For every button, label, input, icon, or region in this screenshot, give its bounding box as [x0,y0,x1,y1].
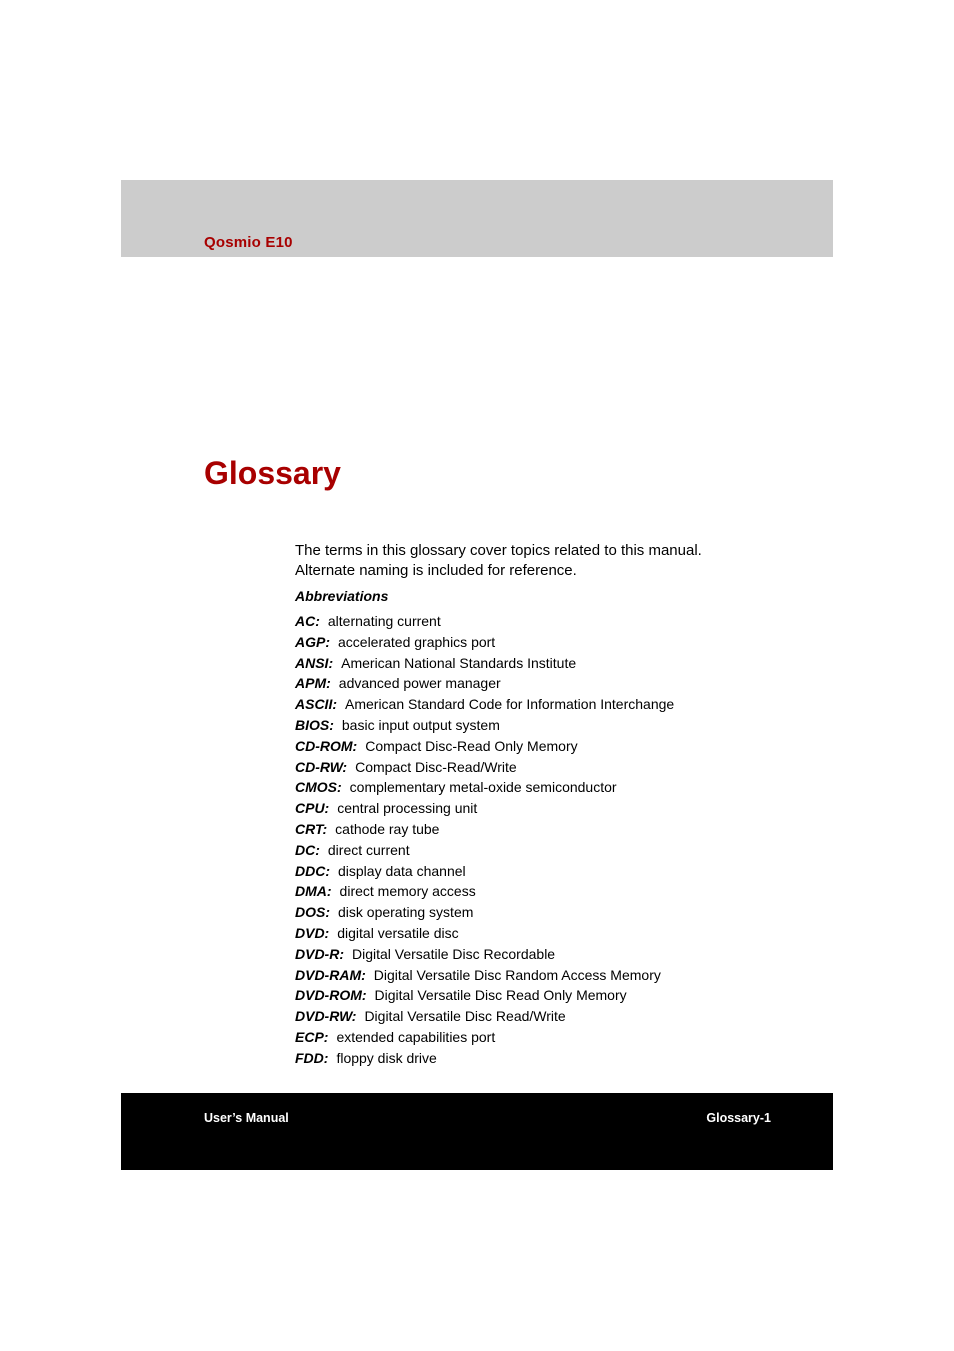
glossary-term: DDC: [295,862,330,879]
glossary-definition: advanced power manager [338,675,501,692]
glossary-entry [295,944,674,965]
glossary-definition: Digital Versatile Disc Random Access Memory [373,966,661,983]
glossary-definition: American Standard Code for Information Interchange [345,696,675,713]
glossary-term: DVD-ROM: [295,987,367,1004]
glossary-definition: basic input output system [341,716,500,733]
glossary-definition: Digital Versatile Disc Read/Write [364,1008,566,1025]
glossary-definition: cathode ray tube [335,820,440,837]
glossary-definition: Compact Disc-Read/Write [355,758,517,775]
glossary-term: ECP: [295,1028,329,1045]
glossary-definition: alternating current [327,613,441,629]
glossary-definition: disk operating system [338,904,474,921]
glossary-entry [295,694,674,715]
page-footer [121,1093,833,1170]
glossary-term: ASCII: [295,696,337,713]
glossary-term-list [295,611,674,1069]
glossary-term: CD-ROM: [295,737,358,754]
glossary-entry [295,840,674,861]
glossary-term: APM: [295,675,331,692]
glossary-entry [295,798,674,819]
glossary-term: CD-RW: [295,758,348,775]
glossary-definition: direct current [327,841,410,858]
glossary-term: DC: [295,841,320,858]
glossary-entry [295,632,674,653]
glossary-entry [295,1048,674,1069]
glossary-definition: Compact Disc-Read Only Memory [365,737,578,754]
page-header [121,180,833,257]
glossary-entry [295,819,674,840]
glossary-term: CRT: [295,820,328,837]
glossary-term: AC: [295,613,320,629]
glossary-entry [295,715,674,736]
glossary-definition: central processing unit [337,800,478,817]
glossary-term: CPU: [295,800,330,817]
glossary-term: AGP: [295,633,330,650]
glossary-definition: extended capabilities port [336,1028,496,1045]
glossary-definition: Digital Versatile Disc Read Only Memory [374,987,627,1004]
glossary-entry [295,1006,674,1027]
glossary-term: DVD-RW: [295,1008,357,1025]
glossary-entry [295,777,674,798]
glossary-definition: digital versatile disc [337,924,459,941]
glossary-entry [295,861,674,882]
glossary-term: DVD-R: [295,945,344,962]
glossary-entry [295,673,674,694]
glossary-term: DVD: [295,924,330,941]
intro-paragraph [295,541,775,580]
glossary-entry [295,985,674,1006]
glossary-definition: Digital Versatile Disc Recordable [352,945,556,962]
glossary-term: DOS: [295,904,330,921]
glossary-entry [295,736,674,757]
glossary-entry [295,611,674,632]
glossary-definition: direct memory access [339,883,476,900]
page-title: Glossary [204,455,341,491]
glossary-entry [295,653,674,674]
glossary-definition: display data channel [338,862,466,879]
glossary-entry [295,965,674,986]
glossary-term: FDD: [295,1049,329,1066]
glossary-definition: floppy disk drive [336,1049,437,1066]
glossary-term: ANSI: [295,654,334,671]
glossary-entry [295,902,674,923]
glossary-term: BIOS: [295,716,334,733]
section-heading: Abbreviations [295,588,389,604]
glossary-entry [295,1027,674,1048]
intro-line: The terms in this glossary cover topics related to this manual. [295,542,702,559]
intro-line: Alternate naming is included for reference. [295,561,577,579]
glossary-term: CMOS: [295,779,342,796]
glossary-definition: complementary metal-oxide semiconductor [349,779,617,796]
glossary-definition: American National Standards Institute [341,654,577,671]
footer-page-number: Glossary-1 [706,1111,771,1125]
glossary-entry [295,757,674,778]
footer-manual-title: User’s Manual [204,1111,289,1125]
glossary-definition: accelerated graphics port [338,633,496,650]
glossary-term: DMA: [295,883,332,900]
glossary-entry [295,923,674,944]
glossary-entry [295,881,674,902]
glossary-term: DVD-RAM: [295,966,366,983]
product-name: Qosmio E10 [204,234,293,251]
